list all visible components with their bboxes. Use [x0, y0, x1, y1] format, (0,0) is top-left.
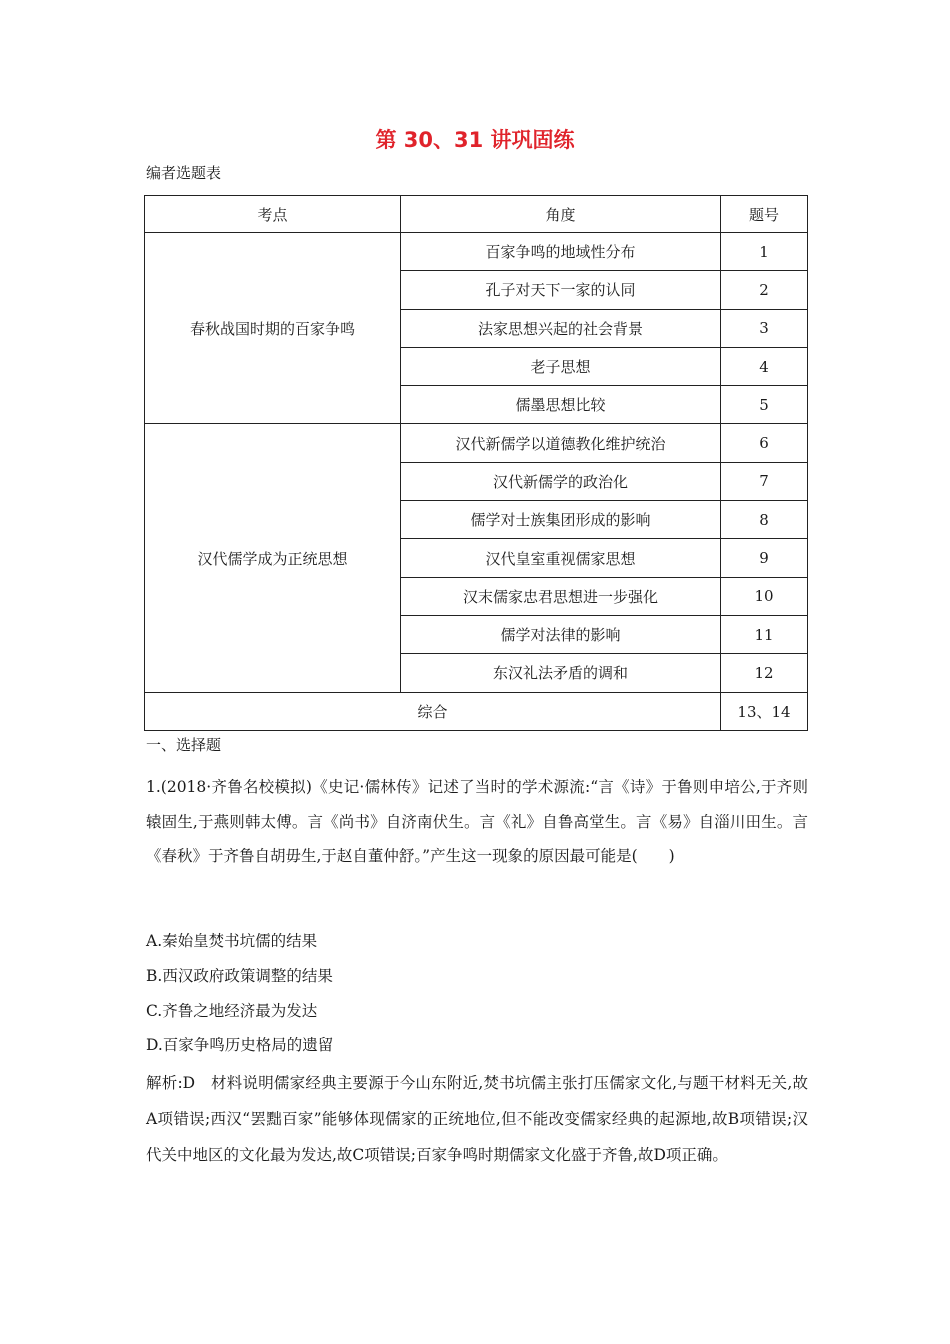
topic-cell: 汉代儒学成为正统思想: [145, 424, 401, 692]
table-row: [145, 233, 808, 271]
angle-cell: 东汉礼法矛盾的调和: [401, 654, 721, 692]
angle-cell: 汉末儒家忠君思想进一步强化: [401, 577, 721, 615]
question-stem: 1.(2018·齐鲁名校模拟)《史记·儒林传》记述了当时的学术源流:“言《诗》于鲁则申培公,于齐则辕固生,于燕则韩太傅。言《尚书》自济南伏生。言《礼》自鲁高堂生。言《易》自淄川田生。言《春秋》于齐鲁自胡毋生,于赵自董仲舒。”产生这一现象的原因最可能是( ): [146, 778, 808, 865]
table-caption: 编者选题表: [146, 164, 222, 182]
option-a: A.秦始皇焚书坑儒的结果: [146, 932, 318, 950]
header-topic: 考点: [145, 196, 401, 233]
angle-cell: 儒墨思想比较: [401, 386, 721, 424]
angle-cell: 法家思想兴起的社会背景: [401, 309, 721, 347]
header-angle: 角度: [401, 196, 721, 233]
number-cell: 2: [721, 271, 808, 309]
angle-cell: 儒学对士族集团形成的影响: [401, 501, 721, 539]
angle-cell: 汉代皇室重视儒家思想: [401, 539, 721, 577]
angle-cell: 孔子对天下一家的认同: [401, 271, 721, 309]
number-cell: 8: [721, 501, 808, 539]
number-cell: 11: [721, 615, 808, 653]
topic-cell: 春秋战国时期的百家争鸣: [145, 233, 401, 424]
angle-cell: 儒学对法律的影响: [401, 615, 721, 653]
angle-cell: 汉代新儒学以道德教化维护统治: [401, 424, 721, 462]
number-cell: 3: [721, 309, 808, 347]
topic-selection-table: [144, 195, 808, 731]
angle-cell: 百家争鸣的地域性分布: [401, 233, 721, 271]
answer-analysis: 解析:D 材料说明儒家经典主要源于今山东附近,焚书坑儒主张打压儒家文化,与题干材料无关,故A项错误;西汉“罢黜百家”能够体现儒家的正统地位,但不能改变儒家经典的起源地,故B项错误;汉代关中地区的文化最为发达,故C项错误;百家争鸣时期儒家文化盛于齐鲁,故D项正确。: [146, 1074, 808, 1164]
number-cell: 4: [721, 347, 808, 385]
number-cell: 10: [721, 577, 808, 615]
number-cell: 12: [721, 654, 808, 692]
answer-options: [146, 924, 333, 1063]
angle-cell: 汉代新儒学的政治化: [401, 462, 721, 500]
summary-number: 13、14: [721, 692, 808, 730]
number-cell: 7: [721, 462, 808, 500]
table-header-row: [145, 196, 808, 233]
option-d: D.百家争鸣历史格局的遗留: [146, 1036, 334, 1055]
angle-cell: 老子思想: [401, 347, 721, 385]
table-row: [145, 424, 808, 462]
number-cell: 5: [721, 386, 808, 424]
header-number: 题号: [721, 196, 808, 233]
summary-row: [145, 692, 808, 730]
number-cell: 1: [721, 233, 808, 271]
number-cell: 9: [721, 539, 808, 577]
number-cell: 6: [721, 424, 808, 462]
option-b: B.西汉政府政策调整的结果: [146, 966, 333, 985]
section-heading: 一、选择题: [146, 736, 222, 754]
page-title: 第 30、31 讲巩固练: [375, 128, 575, 152]
summary-label: 综合: [145, 692, 721, 730]
option-c: C.齐鲁之地经济最为发达: [146, 1001, 318, 1020]
